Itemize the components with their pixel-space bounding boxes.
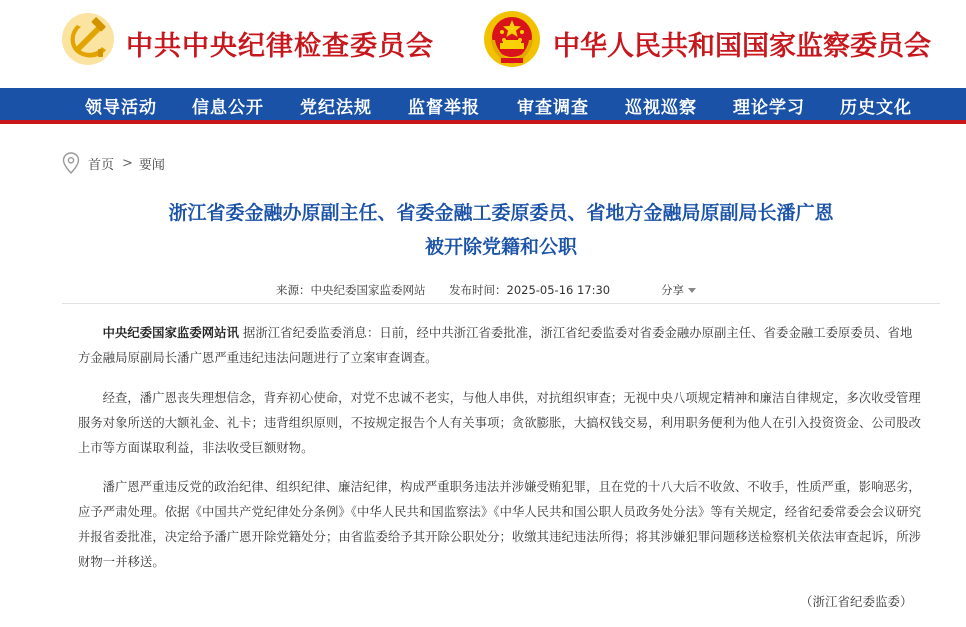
article-paragraph-1-text: 据浙江省纪委监委消息：日前，经中共浙江省委批准，浙江省纪委监委对省委金融办原副主任、省委金融工委原委员、省地方金融局原副局长潘广恩严重违纪违法问题进行了立案审查调查。 (78, 326, 913, 365)
nav-item-regulations[interactable]: 党纪法规 (300, 98, 372, 118)
article-paragraph-2: 经查，潘广恩丧失理想信念，背弃初心使命，对党不忠诚不老实，与他人串供，对抗组织审查；无视中央八项规定精神和廉洁自律规定，多次收受管理服务对象所送的大额礼金、礼卡；违背组织原则，不按规定报告个人有关事项；贪欲膨胀，大搞权钱交易，利用职务便利为他人在引入投资资金、公司股改上市等方面谋取利益，非法收受巨额财物。 (78, 391, 921, 455)
national-emblem-icon (483, 10, 541, 68)
article-title (62, 196, 940, 264)
nav-item-study[interactable]: 理论学习 (733, 98, 805, 118)
main-nav (0, 88, 966, 124)
location-pin-icon (62, 152, 80, 174)
nsc-title[interactable]: 中华人民共和国国家监察委员会 (553, 31, 931, 62)
breadcrumb-home[interactable]: 首页 (88, 157, 115, 173)
breadcrumb-separator: > (122, 155, 133, 171)
article-paragraph-3: 潘广恩严重违反党的政治纪律、组织纪律、廉洁纪律，构成严重职务违法并涉嫌受贿犯罪，且在党的十八大后不收敛、不收手，性质严重，影响恶劣，应予严肃处理。依据《中国共产党纪律处分条例》《中华人民共和国监察法》《中华人民共和国公职人员政务处分法》等有关规定，经省纪委常委会会议研究并报省委批准，决定给予潘广恩开除党籍处分；由省监委给予其开除公职处分；收缴其违纪违法所得；将其涉嫌犯罪问题移送检察机关依法审查起诉，所涉财物一并移送。 (78, 480, 922, 569)
article-lead: 中央纪委国家监委网站讯 (102, 326, 239, 340)
nav-item-info[interactable]: 信息公开 (192, 98, 264, 118)
nav-item-inspection[interactable]: 巡视巡察 (625, 98, 697, 118)
cpc-ccdi-title[interactable]: 中共中央纪律检查委员会 (126, 31, 434, 62)
share-label: 分享 (661, 283, 684, 297)
nav-item-investigation[interactable]: 审查调查 (517, 98, 589, 118)
article-credit: （浙江省纪委监委） (800, 594, 913, 609)
breadcrumb-section[interactable]: 要闻 (138, 157, 165, 173)
nav-item-report[interactable]: 监督举报 (408, 98, 480, 118)
hammer-sickle-icon (62, 13, 114, 65)
meta-divider (62, 303, 940, 304)
article-publish-time: 发布时间：2025-05-16 17:30 (449, 283, 611, 297)
share-button[interactable] (661, 282, 696, 298)
site-header (0, 0, 966, 88)
article-title-line1: 浙江省委金融办原副主任、省委金融工委原委员、省地方金融局原副局长潘广恩 (168, 202, 834, 224)
article-paragraph-1 (78, 321, 924, 371)
article-meta (62, 282, 940, 300)
nav-item-leadership[interactable]: 领导活动 (85, 98, 157, 118)
breadcrumb (62, 152, 165, 174)
article-title-line2: 被开除党籍和公职 (424, 236, 577, 258)
nav-item-history[interactable]: 历史文化 (840, 98, 912, 118)
article-source: 来源：中央纪委国家监委网站 (276, 283, 426, 297)
caret-down-icon (688, 288, 696, 293)
